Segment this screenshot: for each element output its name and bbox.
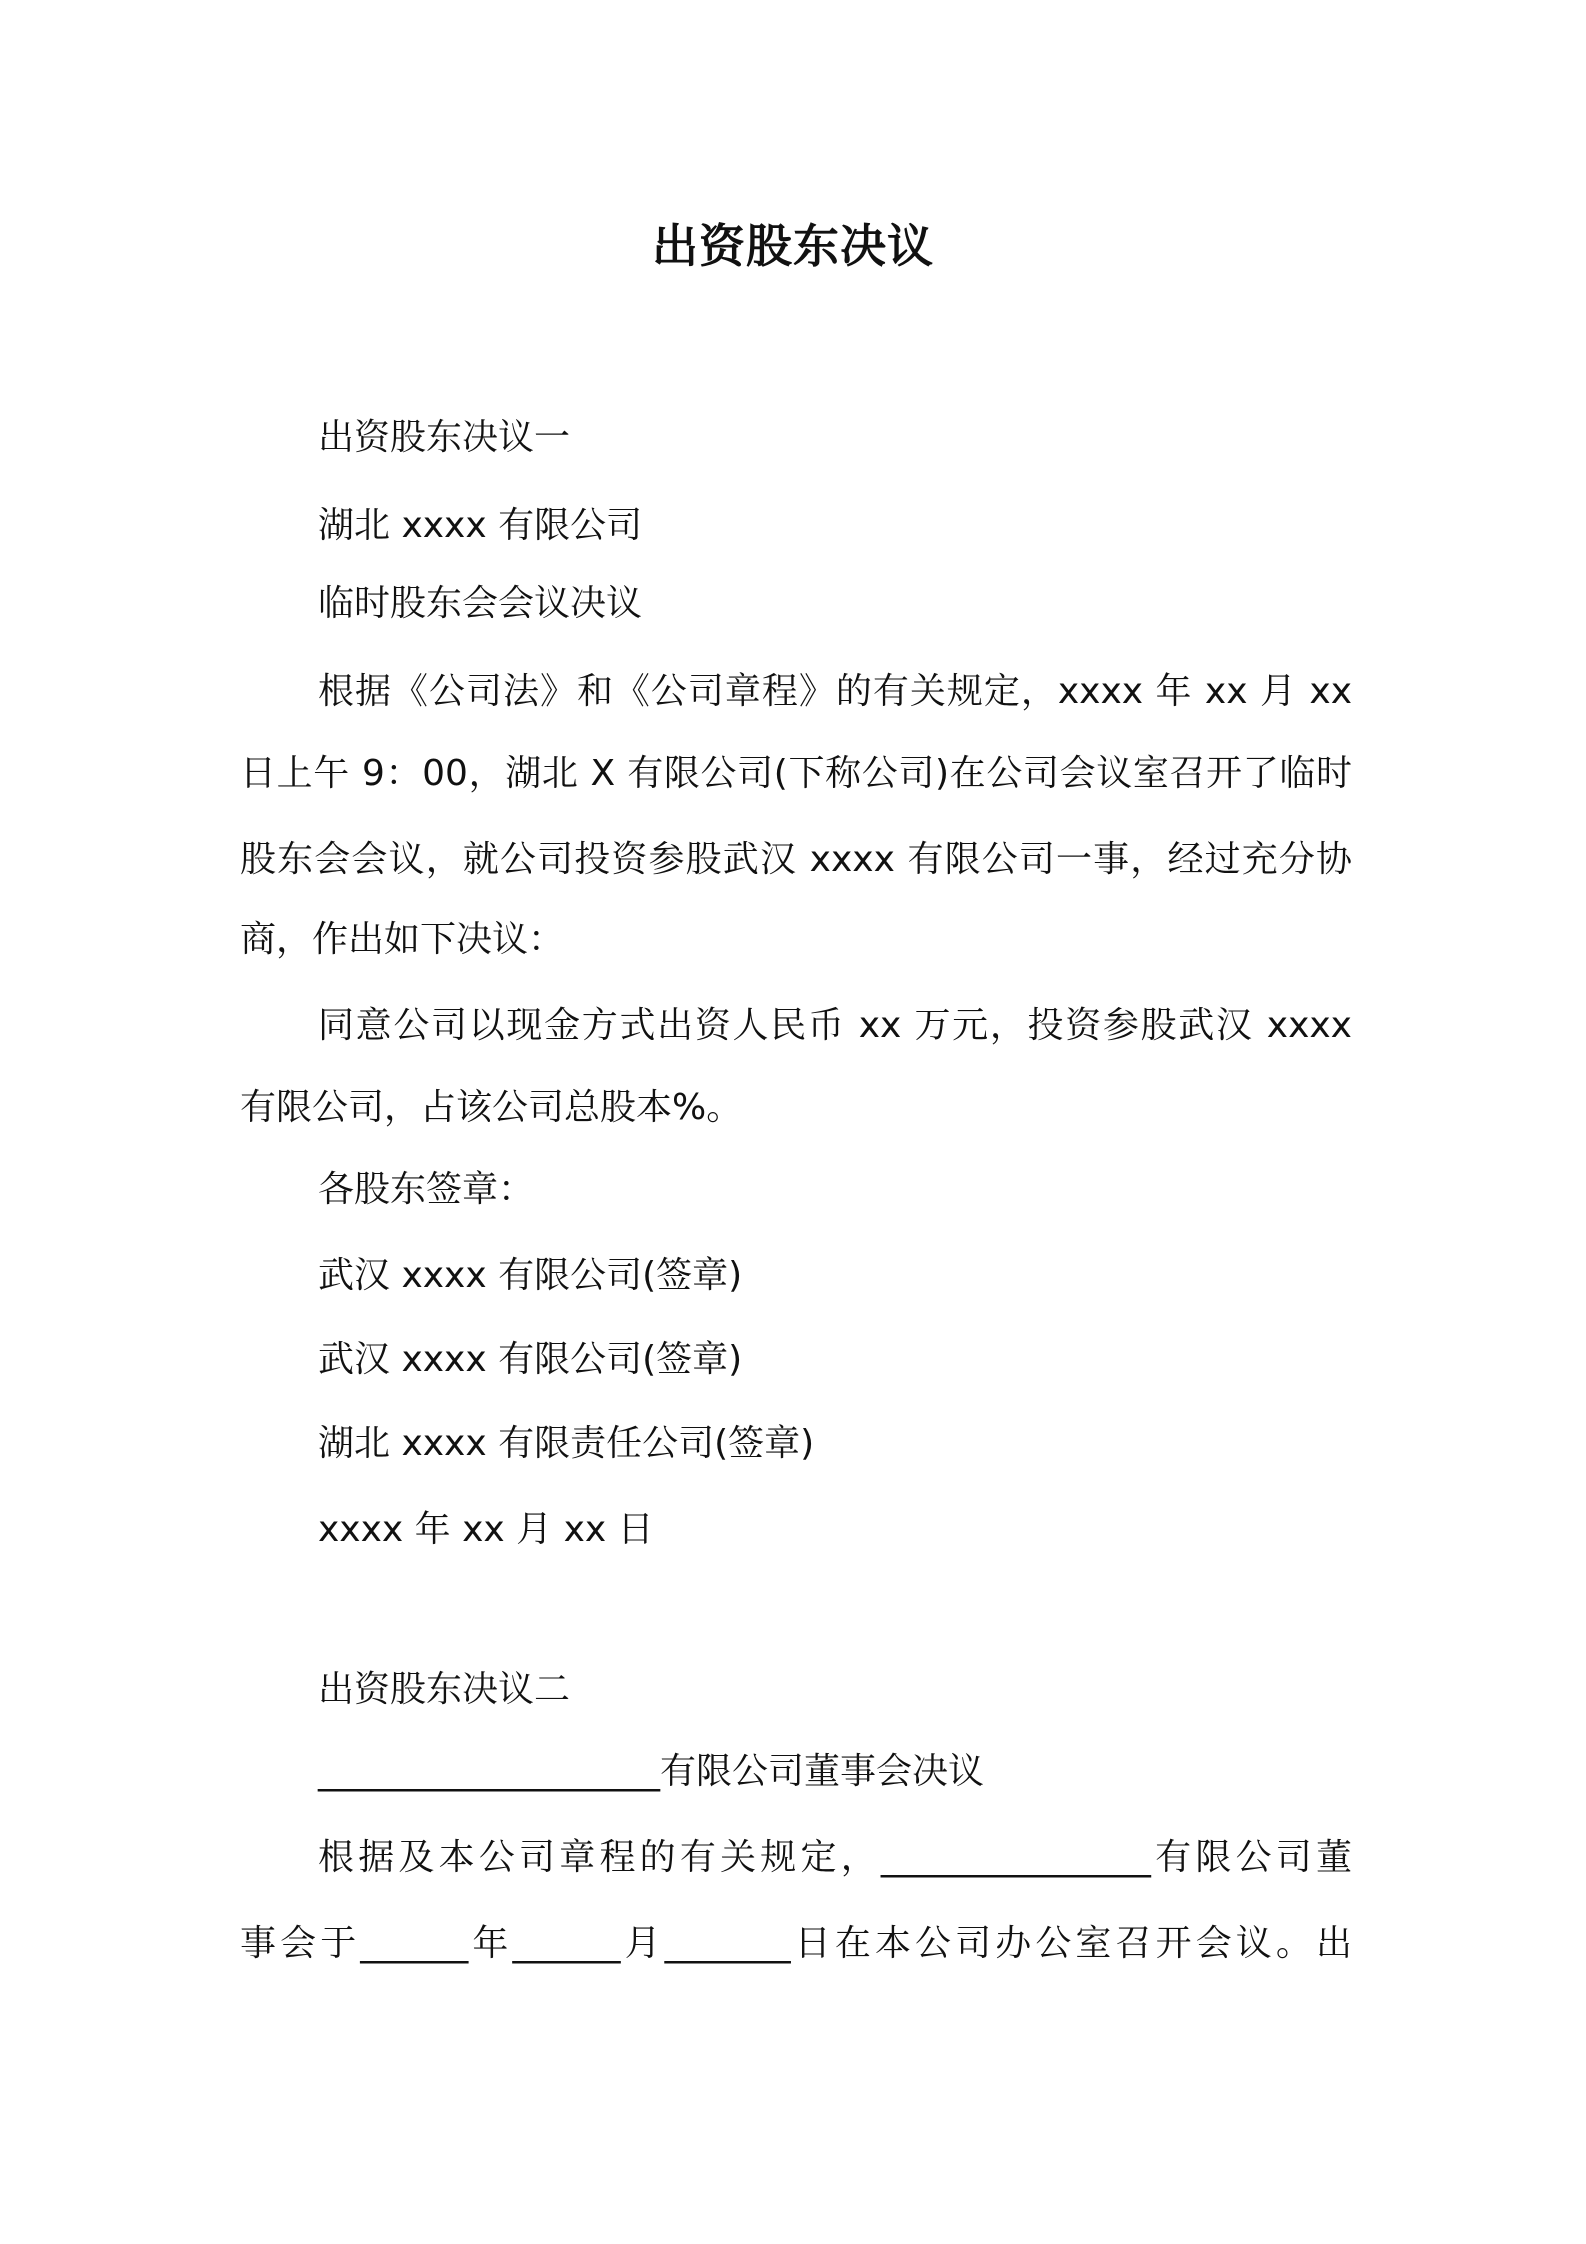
- document-title: 出资股东决议: [652, 219, 934, 273]
- section1-para1-line3: 股东会会议，就公司投资参股武汉 xxxx 有限公司一事，经过充分协: [240, 839, 1352, 880]
- section1-para1-line2: 日上午 9：00，湖北 X 有限公司(下称公司)在公司会议室召开了临时: [240, 753, 1352, 794]
- section1-para1-line4: 商，作出如下决议：: [240, 919, 565, 960]
- signatures-label: 各股东签章：: [318, 1169, 535, 1210]
- section2-para1-line1: 根据及本公司章程的有关规定，_______________有限公司董: [318, 1837, 1352, 1878]
- section2-heading: 出资股东决议二: [318, 1669, 571, 1710]
- section1-para1-line1: 根据《公司法》和《公司章程》的有关规定，xxxx 年 xx 月 xx: [318, 671, 1352, 712]
- signature-line: 武汉 xxxx 有限公司(签章): [318, 1339, 743, 1380]
- section1-para2-line1: 同意公司以现金方式出资人民币 xx 万元，投资参股武汉 xxxx: [318, 1005, 1352, 1046]
- section1-heading: 出资股东决议一: [318, 417, 571, 458]
- section1-meeting-title: 临时股东会会议决议: [318, 583, 643, 624]
- signature-line: 武汉 xxxx 有限公司(签章): [318, 1255, 743, 1296]
- section2-para1-line2: 事会于______年______月_______日在本公司办公室召开会议。出: [240, 1923, 1352, 1964]
- section1-company: 湖北 xxxx 有限公司: [318, 505, 643, 546]
- signature-line: 湖北 xxxx 有限责任公司(签章): [318, 1423, 815, 1464]
- section1-date: xxxx 年 xx 月 xx 日: [318, 1509, 654, 1550]
- section2-board-title: ___________________有限公司董事会决议: [318, 1751, 985, 1792]
- section1-para2-line2: 有限公司，占该公司总股本%。: [240, 1087, 743, 1128]
